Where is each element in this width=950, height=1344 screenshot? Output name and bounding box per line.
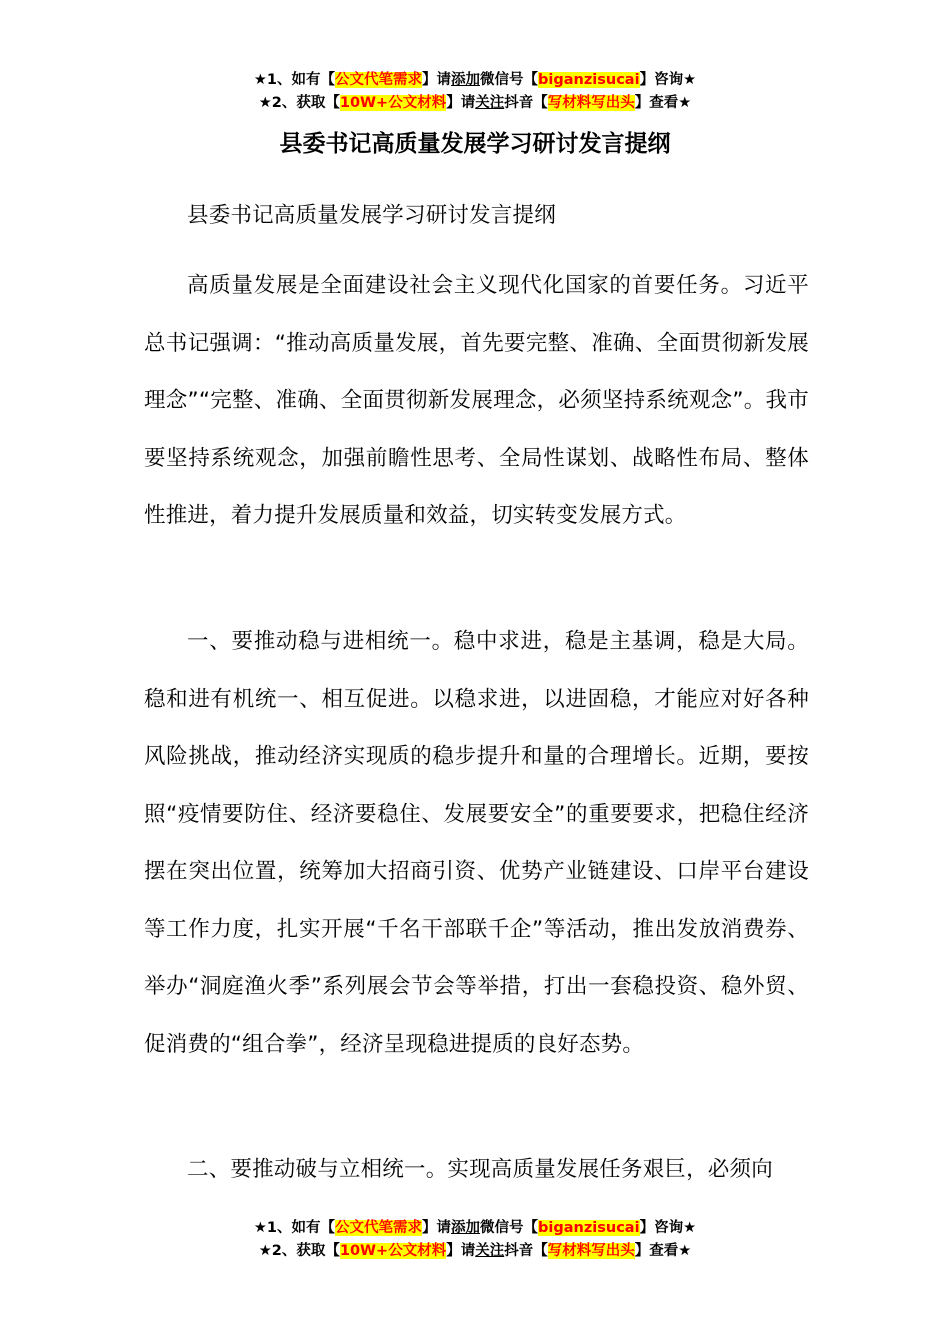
document-subtitle xyxy=(144,187,809,245)
promo-line-2 xyxy=(0,92,950,115)
promo-text: ★2、获取【 xyxy=(258,95,340,111)
paragraph-text: 二、要推动破与立相统一。实现高质量发展任务艰巨，必须向 xyxy=(187,1157,773,1182)
promo-highlight: 10W+公文材料 xyxy=(339,1243,447,1259)
promo-underline: 关注 xyxy=(475,1243,505,1259)
promo-text: 】咨询★ xyxy=(639,1220,697,1236)
promo-text: 抖音【 xyxy=(504,95,548,111)
promo-line-1 xyxy=(0,69,950,92)
promo-text: ★1、如有【 xyxy=(253,72,336,88)
promo-highlight: biganzisucai xyxy=(538,72,640,88)
promo-highlight: 10W+公文材料 xyxy=(339,95,447,111)
promo-highlight: 写材料写出头 xyxy=(547,95,635,111)
promo-underline: 关注 xyxy=(475,95,505,111)
promo-line-2 xyxy=(0,1240,950,1263)
promo-text: 】请 xyxy=(422,1220,452,1236)
promo-text: 】咨询★ xyxy=(639,72,697,88)
promo-text: 微信号【 xyxy=(480,72,539,88)
promo-highlight: 公文代笔需求 xyxy=(335,1220,423,1236)
promo-text: 微信号【 xyxy=(480,1220,539,1236)
promo-text: ★2、获取【 xyxy=(258,1243,340,1259)
promo-text: 】查看★ xyxy=(634,1243,692,1259)
paragraph-intro xyxy=(144,257,809,545)
paragraph-text: 一、要推动稳与进相统一。稳中求进，稳是主基调，稳是大局。稳和进有机统一、相互促进。以稳求进，以进固稳，才能应对好各种风险挑战，推动经济实现质的稳步提升和量的合理增长。近期，要按照“疫情要防住、经济要稳住、发展要安全”的重要要求，把稳住经济摆在突出位置，统筹加大招商引资、优势产业链建设、口岸平台建设等工作力度，扎实开展“千名干部联千企”等活动，推出发放消费券、举办“洞庭渔火季”系列展会节会等举措，打出一套稳投资、稳外贸、促消费的“组合拳”，经济呈现稳进提质的良好态势。 xyxy=(144,629,809,1057)
bottom-promo-banner xyxy=(0,1217,950,1263)
paragraph-section-2 xyxy=(144,1141,809,1199)
top-promo-banner xyxy=(0,69,950,115)
promo-text: 】查看★ xyxy=(634,95,692,111)
promo-text: 抖音【 xyxy=(504,1243,548,1259)
promo-underline: 添加 xyxy=(451,72,481,88)
promo-highlight: biganzisucai xyxy=(538,1220,640,1236)
subtitle-text: 县委书记高质量发展学习研讨发言提纲 xyxy=(187,203,556,228)
paragraph-text: 高质量发展是全面建设社会主义现代化国家的首要任务。习近平总书记强调：“推动高质量发展，首先要完整、准确、全面贯彻新发展理念”“完整、准确、全面贯彻新发展理念，必须坚持系统观念”。我市要坚持系统观念，加强前瞻性思考、全局性谋划、战略性布局、整体性推进，着力提升发展质量和效益，切实转变发展方式。 xyxy=(144,273,809,528)
paragraph-section-1 xyxy=(144,613,809,1073)
document-title: 县委书记高质量发展学习研讨发言提纲 xyxy=(279,131,671,157)
promo-line-1 xyxy=(0,1217,950,1240)
promo-text: 】请 xyxy=(446,95,476,111)
promo-highlight: 公文代笔需求 xyxy=(335,72,423,88)
promo-text: ★1、如有【 xyxy=(253,1220,336,1236)
promo-text: 】请 xyxy=(446,1243,476,1259)
promo-text: 】请 xyxy=(422,72,452,88)
promo-underline: 添加 xyxy=(451,1220,481,1236)
promo-highlight: 写材料写出头 xyxy=(547,1243,635,1259)
